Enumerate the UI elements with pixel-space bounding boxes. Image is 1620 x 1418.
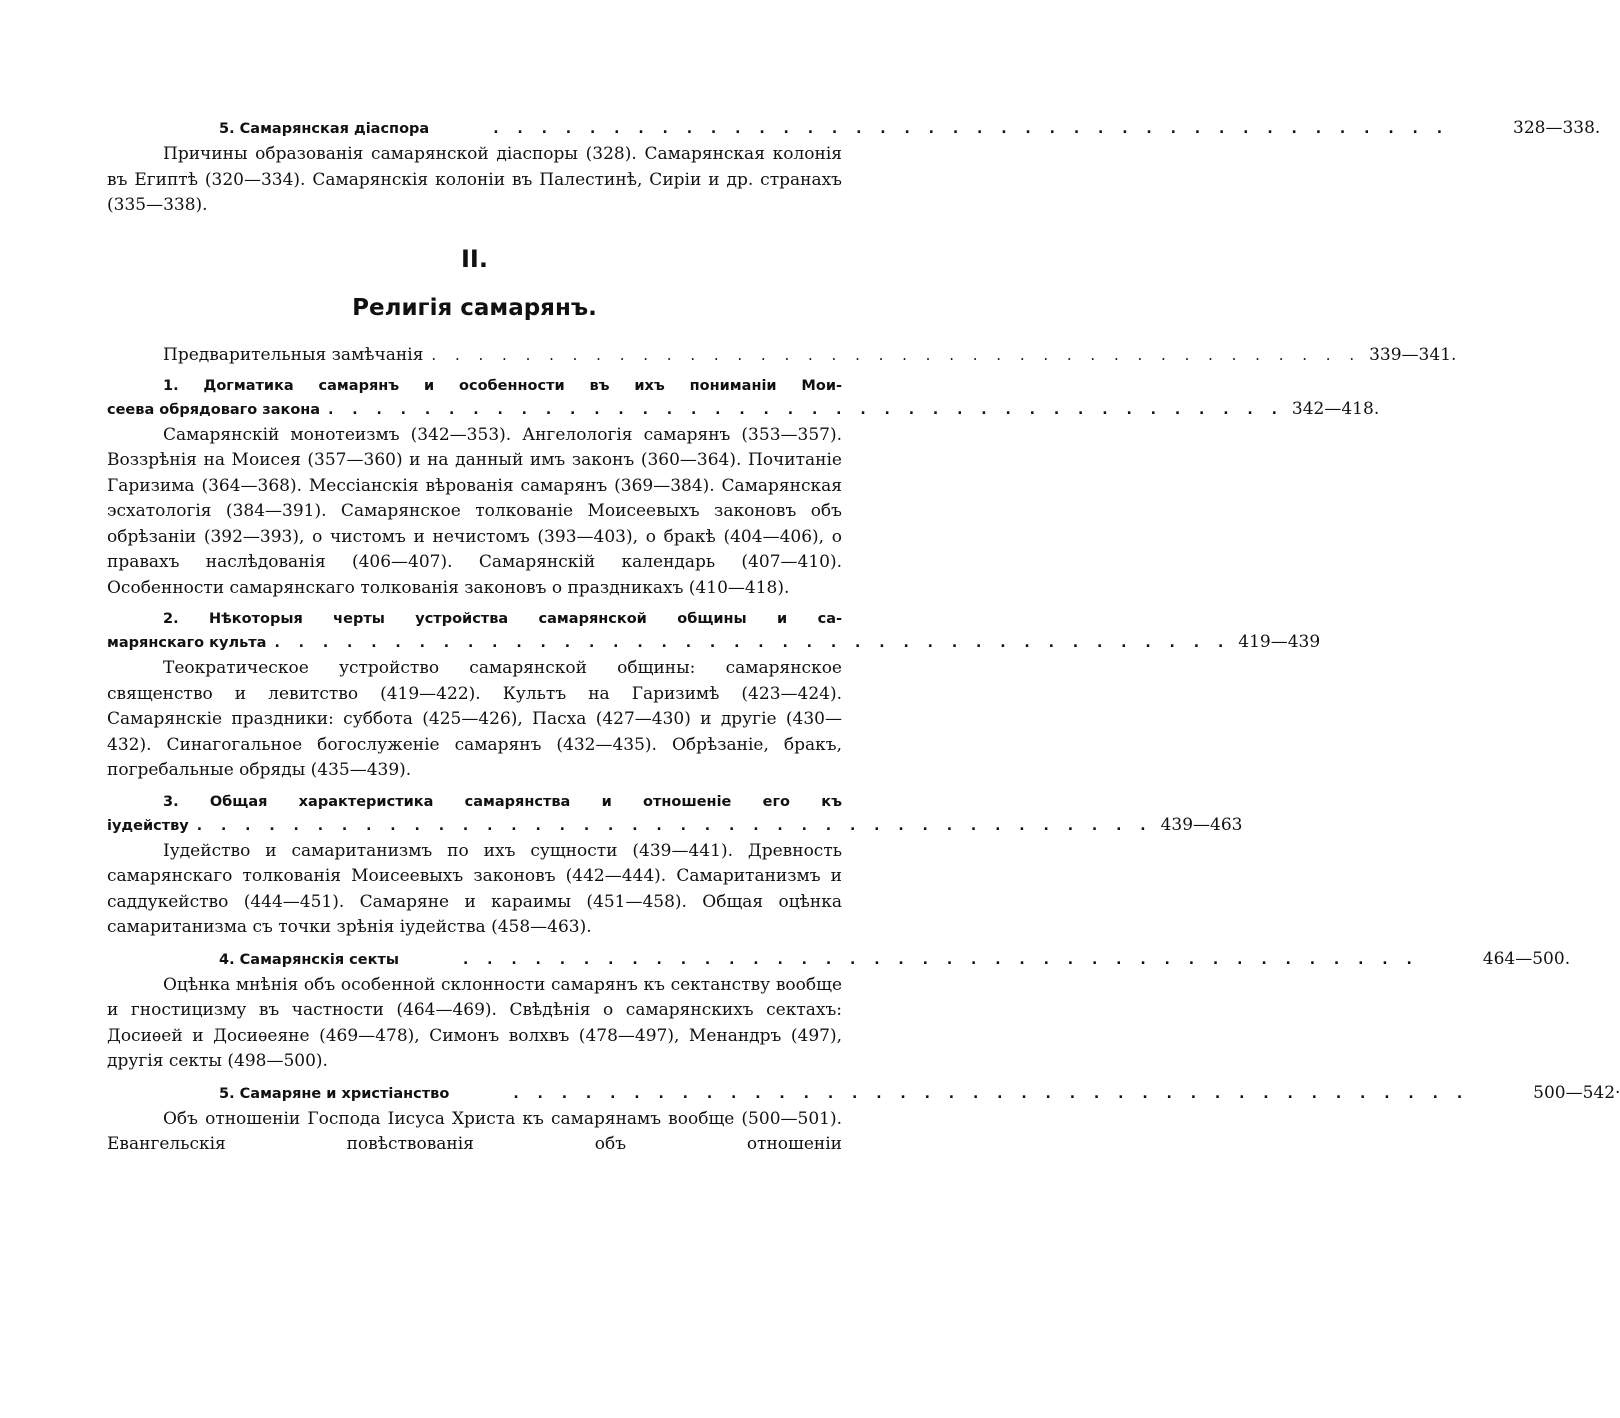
toc-heading-line1: 3. Общая характеристика самарянства и отношеніе его къ — [163, 793, 842, 810]
toc-heading-line2: марянскаго культа — [107, 635, 267, 651]
toc-summary: Іудейство и самаританизмъ по ихъ сущности (439—441). Древность самарянскаго толкованія Моисеевыхъ законовъ (442—444). Самаританизмъ и саддукейство (444—451). Самаряне и караимы (451—458). Общая оцѣнка самаританизма съ точки зрѣнія іудейства (458—463). — [107, 840, 842, 937]
page-range: 500—542· — [1533, 1082, 1620, 1103]
page-range: 439—463 — [1160, 814, 1243, 835]
toc-entry-characteristics — [107, 791, 1243, 941]
toc-entry-preliminary — [107, 343, 1457, 368]
leader-dots: . . . . . . . . . . . . . . . . . . . . . . . . . . . . . . . . . . . . . . . . — [196, 817, 1153, 834]
toc-summary: Оцѣнка мнѣнія объ особенной склонности самарянъ къ сектанству вообще и гностицизму въ частности (464—469). Свѣдѣнія о самарянскихъ сектахъ: Досиѳей и Досиѳеяне (469—478), Симонъ волхвъ (478—497), Менандръ (497), другія секты (498—500). — [107, 974, 842, 1071]
leader-dots: . . . . . . . . . . . . . . . . . . . . . . . . . . . . . . . . . . . . . . . . — [431, 345, 1362, 364]
toc-entry-community — [107, 608, 1321, 784]
toc-entry-sects — [107, 948, 1571, 1075]
part-numeral: II. — [461, 244, 488, 273]
toc-summary: Причины образованія самарянской діаспоры (328). Самарянская колонія въ Египтѣ (320—334). Самарянскія колоніи въ Палестинѣ, Сиріи и др. странахъ (335—338). — [107, 144, 842, 215]
page-range: 328—338. — [1513, 118, 1601, 138]
toc-summary: Самарянскій монотеизмъ (342—353). Ангелологія самарянъ (353—357). Воззрѣнія на Моисея (357—360) и на данный имъ законъ (360—364). Почитаніе Гаризима (364—368). Мессіанскія вѣрованія самарянъ (369—384). Самарянская эсхатологія (384—391). Самарянское толкованіе Моисеевыхъ законовъ объ обрѣзаніи (392—393), о чистомъ и нечистомъ (393—403), о бракѣ (404—406), о правахъ наслѣдованія (406—407). Самарянскій календарь (407—410). Особенности самарянскаго толкованія законовъ о праздникахъ (410—418). — [107, 424, 842, 598]
leader-dots: . . . . . . . . . . . . . . . . . . . . . . . . . . . . . . . . . . . . . . . . — [274, 635, 1231, 651]
leader-dots: . . . . . . . . . . . . . . . . . . . . . . . . . . . . . . . . . . . . . . . . — [462, 951, 1419, 968]
toc-heading-row — [107, 631, 1321, 655]
page-range: 464—500. — [1482, 948, 1571, 969]
toc-heading-row — [107, 814, 1243, 838]
toc-heading: 4. Самарянскія секты — [219, 951, 399, 968]
table-of-contents — [107, 117, 1620, 1165]
leader-dots: . . . . . . . . . . . . . . . . . . . . . . . . . . . . . . . . . . . . . . . . — [493, 121, 1450, 137]
toc-heading: 5. Самарянская діаспора — [219, 121, 430, 137]
toc-entry-diaspora — [107, 117, 1601, 219]
toc-entry-christianity — [107, 1082, 1620, 1158]
toc-heading-line1: 2. Нѣкоторыя черты устройства самарянской общины и са- — [163, 611, 842, 627]
page-range: 419—439 — [1238, 632, 1321, 652]
toc-heading-row — [107, 117, 1601, 141]
page-range: 342—418. — [1291, 398, 1380, 419]
toc-heading-line2: іудейству — [107, 817, 189, 834]
toc-summary: Объ отношеніи Господа Іисуса Христа къ самарянамъ вообще (500—501). Евангельскія повѣствованія объ отношеніи — [107, 1108, 842, 1154]
toc-heading-row — [107, 398, 1380, 422]
toc-heading: Предварительныя замѣчанія — [163, 344, 424, 365]
leader-dots: . . . . . . . . . . . . . . . . . . . . . . . . . . . . . . . . . . . . . . . . — [328, 401, 1284, 418]
toc-summary: Теократическое устройство самарянской общины: самарянское священство и левитство (419—422). Культъ на Гаризимѣ (423—424). Самарянскіе праздники: суббота (425—426), Пасха (427—430) и другіе (430—432). Синагогальное богослуженіе самарянъ (432—435). Обрѣзаніе, бракъ, погребальные обряды (435—439). — [107, 658, 842, 780]
toc-heading-line1: 1. Догматика самарянъ и особенности въ ихъ пониманіи Мои- — [163, 377, 842, 394]
toc-entry-dogmatics — [107, 375, 1380, 602]
toc-heading-row — [107, 1082, 1620, 1106]
part-title: Религія самарянъ. — [352, 294, 597, 321]
page-range: 339—341. — [1369, 344, 1457, 365]
toc-heading-line2: сеева обрядоваго закона — [107, 401, 321, 418]
toc-heading-row — [107, 948, 1571, 972]
toc-heading: 5. Самаряне и христіанство — [219, 1085, 450, 1102]
leader-dots: . . . . . . . . . . . . . . . . . . . . . . . . . . . . . . . . . . . . . . . . — [513, 1085, 1470, 1102]
